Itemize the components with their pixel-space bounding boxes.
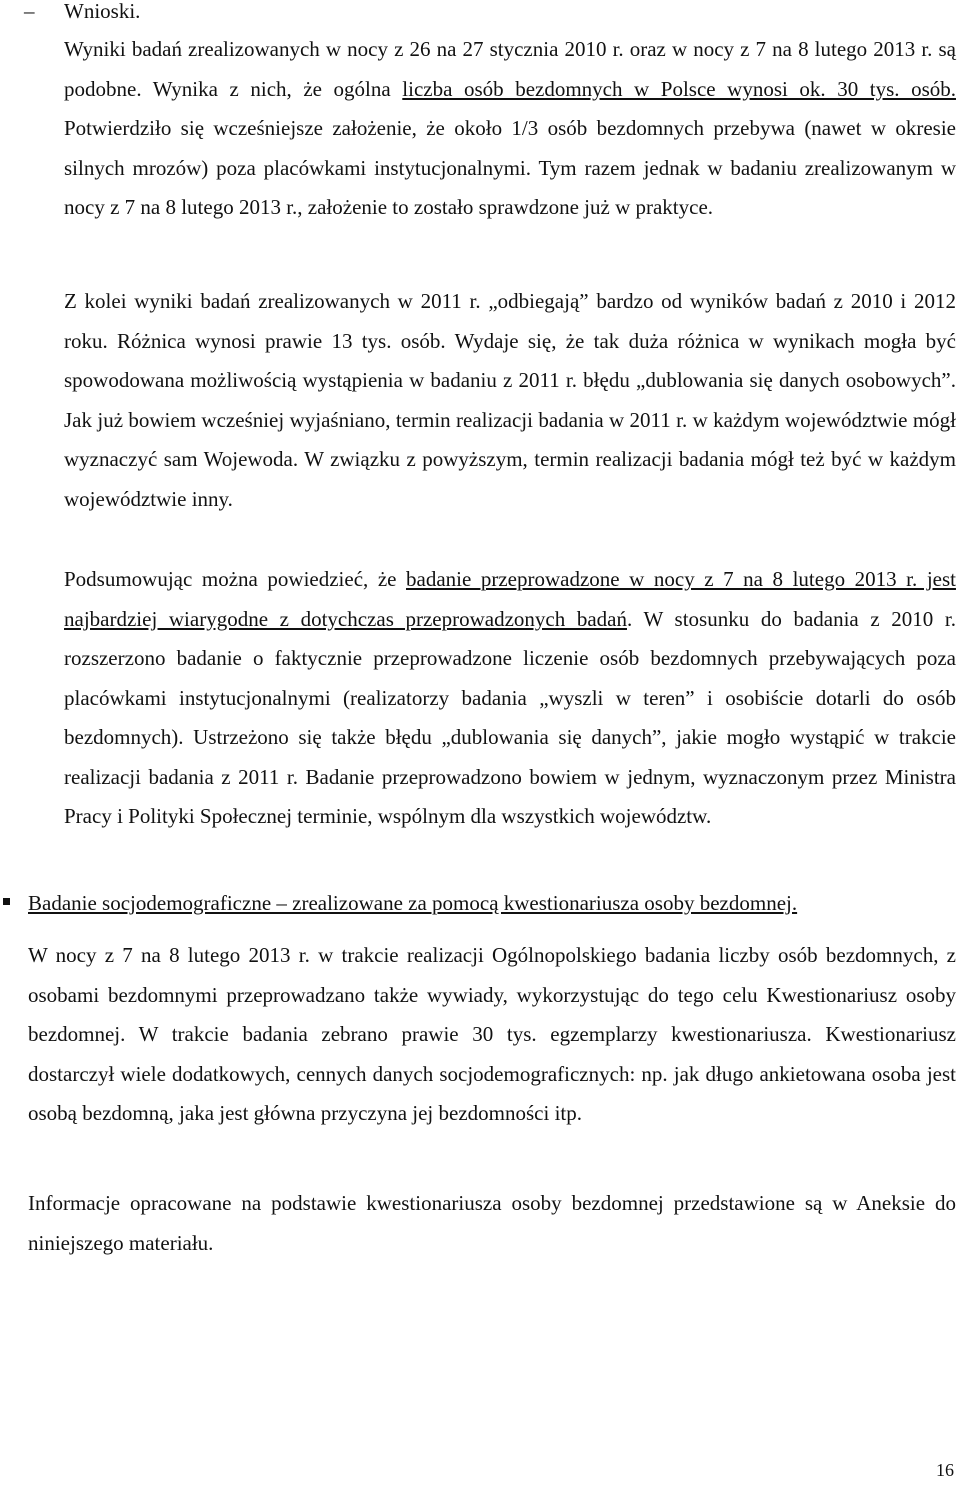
- square-bullet-icon: [3, 898, 10, 905]
- paragraph-text: Podsumowując można powiedzieć, że: [64, 567, 407, 591]
- paragraph-2011-results: Z kolei wyniki badań zrealizowanych w 2011 r. „odbiegają” bardzo od wyników badań z 2010 i 2012 roku. Różnica wynosi prawie 13 tys. osób. Wydaje się, że tak duża różnica w wynikach mogła być spowodowana możliwością wystąpienia w badaniu z 2011 r. błędu „dublowania się danych osobowych”. Jak już bowiem wcześniej wyjaśniano, termin realizacji badania w 2011 r. w każdym województwie mógł wyznaczyć sam Wojewoda. W związku z powyższym, termin realizacji badania mógł też być w każdym województwie inny.: [64, 289, 956, 511]
- underlined-text: badanie przeprowadzone w nocy z 7 na 8 lutego 2013 r. jest najbardziej wiarygodne z dotychczas przeprowadzonych badań: [64, 567, 956, 631]
- conclusions-heading: Wnioski.: [64, 0, 141, 23]
- dash-marker: –: [24, 0, 35, 23]
- page-number: 16: [936, 1460, 954, 1480]
- paragraph-text: . W stosunku do badania z 2010 r. rozszerzono badanie o faktycznie przeprowadzone liczenie osób bezdomnych przebywających poza placówkami instytucjonalnymi (realizatorzy badania „wyszli w teren” i osobiście dotarli do osób bezdomnych). Ustrzeżono się także błędu „dublowania się danych”, jakie mogło wystąpić w trakcie realizacji badania z 2011 r. Badanie przeprowadzono bowiem w jednym, wyznaczonym przez Ministra Pracy i Polityki Społecznej terminie, wspólnym dla wszystkich województw.: [64, 606, 956, 828]
- paragraph-text: Wyniki badań zrealizowanych w nocy z 26 na 27 stycznia 2010 r. oraz w nocy z 7 na 8 lutego 2013 r. są podobne. Wynika z nich, że ogólna: [64, 37, 956, 101]
- paragraph-results-summary: [64, 30, 956, 228]
- paragraph-text: Potwierdziło się wcześniejsze założenie, że około 1/3 osób bezdomnych przebywa (nawet w okresie silnych mrozów) poza placówkami instytucjonalnymi. Tym razem jednak w badaniu zrealizowanym w nocy z 7 na 8 lutego 2013 r., założenie to zostało sprawdzone już w praktyce.: [64, 116, 956, 219]
- paragraph-summary: [64, 560, 956, 837]
- paragraph-annex-note: Informacje opracowane na podstawie kwestionariusza osoby bezdomnej przedstawione są w Aneksie do niniejszego materiału.: [28, 1191, 956, 1255]
- underlined-text: liczba osób bezdomnych w Polsce wynosi ok. 30 tys. osób.: [402, 76, 956, 101]
- section-heading: Badanie socjodemograficzne – zrealizowane za pomocą kwestionariusza osoby bezdomnej.: [28, 891, 798, 915]
- paragraph-questionnaire: W nocy z 7 na 8 lutego 2013 r. w trakcie realizacji Ogólnopolskiego badania liczby osób bezdomnych, z osobami bezdomnymi przeprowadzano także wywiady, wykorzystując do tego celu Kwestionariusz osoby bezdomnej. W trakcie badania zebrano prawie 30 tys. egzemplarzy kwestionariusza. Kwestionariusz dostarczył wiele dodatkowych, cennych danych socjodemograficznych: np. jak długo ankietowana osoba jest osobą bezdomną, jaka jest główna przyczyna jej bezdomności itp.: [28, 943, 956, 1125]
